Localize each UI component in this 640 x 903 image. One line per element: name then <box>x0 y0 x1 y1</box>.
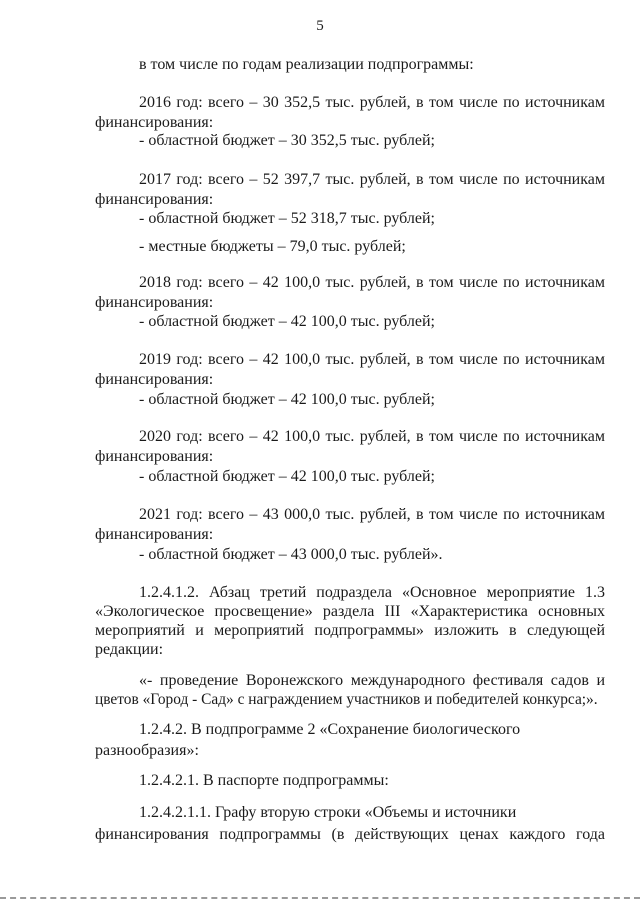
text-line: редакции: <box>95 641 164 658</box>
text-line: финансирования: <box>95 114 214 131</box>
page-number: 5 <box>316 18 324 34</box>
text-line: - областной бюджет – 42 100,0 тыс. рублей; <box>139 391 435 408</box>
text-line: - областной бюджет – 42 100,0 тыс. рублей; <box>139 313 435 330</box>
text-line: финансирования подпрограммы (в действующих ценах каждого года <box>95 826 605 843</box>
text-line: «- проведение Воронежского международного фестиваля садов и <box>139 672 605 689</box>
text-line: - областной бюджет – 30 352,5 тыс. рублей; <box>139 132 435 149</box>
text-line: - областной бюджет – 42 100,0 тыс. рублей; <box>139 468 435 485</box>
text-line: 2017 год: всего – 52 397,7 тыс. рублей, в том числе по источникам <box>139 171 605 188</box>
text-line: «Экологическое просвещение» раздела III «Характеристика основных <box>95 603 605 620</box>
text-line: финансирования: <box>95 448 214 465</box>
text-line: цветов «Город - Сад» с награждением участников и победителей конкурса;». <box>95 691 598 708</box>
text-line: - областной бюджет – 43 000,0 тыс. рублей». <box>139 546 443 563</box>
text-line: финансирования: <box>95 191 214 208</box>
text-line: разнообразия»: <box>95 742 199 759</box>
scan-edge-line <box>0 897 640 899</box>
text-line: 2020 год: всего – 42 100,0 тыс. рублей, в том числе по источникам <box>139 428 605 445</box>
text-line: 2018 год: всего – 42 100,0 тыс. рублей, в том числе по источникам <box>139 274 605 291</box>
text-line: 1.2.4.2.1.1. Графу вторую строки «Объемы и источники <box>139 804 517 821</box>
text-line: финансирования: <box>95 526 214 543</box>
text-line: в том числе по годам реализации подпрограммы: <box>139 56 474 73</box>
text-line: финансирования: <box>95 294 214 311</box>
text-line: 1.2.4.2.1. В паспорте подпрограммы: <box>139 772 389 789</box>
text-line: - областной бюджет – 52 318,7 тыс. рублей; <box>139 210 435 227</box>
text-line: 2016 год: всего – 30 352,5 тыс. рублей, в том числе по источникам <box>139 94 605 111</box>
text-line: 2021 год: всего – 43 000,0 тыс. рублей, в том числе по источникам <box>139 506 605 523</box>
text-line: 1.2.4.2. В подпрограмме 2 «Сохранение биологического <box>139 721 521 738</box>
text-line: финансирования: <box>95 371 214 388</box>
text-line: - местные бюджеты – 79,0 тыс. рублей; <box>139 238 406 255</box>
text-line: мероприятий и мероприятий подпрограммы» изложить в следующей <box>95 622 605 639</box>
text-line: 2019 год: всего – 42 100,0 тыс. рублей, в том числе по источникам <box>139 351 605 368</box>
text-line: 1.2.4.1.2. Абзац третий подраздела «Основное мероприятие 1.3 <box>139 584 605 601</box>
